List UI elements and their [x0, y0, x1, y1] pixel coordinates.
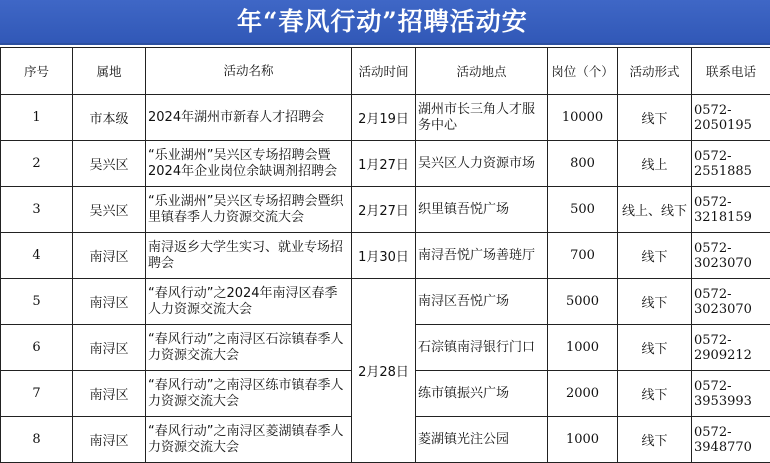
table-row — [1, 141, 770, 187]
cell-region: 南浔区 — [73, 325, 146, 371]
cell-positions: 1000 — [548, 325, 618, 371]
cell-region: 吴兴区 — [73, 187, 146, 233]
col-header-name: 活动名称 — [146, 48, 352, 95]
cell-no: 8 — [1, 417, 73, 463]
cell-phone: 0572-3953993 — [692, 371, 770, 417]
cell-region: 南浔区 — [73, 371, 146, 417]
cell-no: 2 — [1, 141, 73, 187]
cell-positions: 10000 — [548, 95, 618, 141]
cell-no: 6 — [1, 325, 73, 371]
cell-positions: 800 — [548, 141, 618, 187]
cell-positions: 1000 — [548, 417, 618, 463]
cell-no: 5 — [1, 279, 73, 325]
cell-phone: 0572-2909212 — [692, 325, 770, 371]
cell-name: “春风行动”之2024年南浔区春季人力资源交流大会 — [146, 279, 352, 325]
title-banner — [0, 0, 770, 45]
cell-positions: 700 — [548, 233, 618, 279]
page-title: 年“春风行动”招聘活动安 — [237, 4, 528, 40]
cell-format: 线上 — [618, 141, 692, 187]
cell-phone: 0572-2050195 — [692, 95, 770, 141]
cell-format: 线下 — [618, 233, 692, 279]
events-table — [0, 47, 770, 463]
cell-location: 织里镇吾悦广场 — [416, 187, 548, 233]
cell-date-merged: 2月28日 — [352, 279, 416, 463]
cell-region: 南浔区 — [73, 279, 146, 325]
cell-phone: 0572-3023070 — [692, 233, 770, 279]
cell-format: 线下 — [618, 417, 692, 463]
cell-format: 线下 — [618, 95, 692, 141]
table-row — [1, 187, 770, 233]
table-row — [1, 95, 770, 141]
cell-phone: 0572-2551885 — [692, 141, 770, 187]
cell-date: 1月30日 — [352, 233, 416, 279]
cell-name: 2024年湖州市新春人才招聘会 — [146, 95, 352, 141]
cell-name: 南浔返乡大学生实习、就业专场招聘会 — [146, 233, 352, 279]
cell-region: 吴兴区 — [73, 141, 146, 187]
cell-location: 南浔吾悦广场善琏厅 — [416, 233, 548, 279]
cell-region: 南浔区 — [73, 233, 146, 279]
cell-location: 南浔区吾悦广场 — [416, 279, 548, 325]
cell-location: 菱湖镇光注公园 — [416, 417, 548, 463]
cell-location: 练市镇振兴广场 — [416, 371, 548, 417]
cell-location: 湖州市长三角人才服务中心 — [416, 95, 548, 141]
cell-positions: 2000 — [548, 371, 618, 417]
cell-location: 石淙镇南浔银行门口 — [416, 325, 548, 371]
col-header-no: 序号 — [1, 48, 73, 95]
cell-no: 4 — [1, 233, 73, 279]
cell-positions: 500 — [548, 187, 618, 233]
table-header-row — [1, 48, 770, 95]
cell-no: 3 — [1, 187, 73, 233]
cell-date: 2月19日 — [352, 95, 416, 141]
cell-phone: 0572-3218159 — [692, 187, 770, 233]
cell-region: 市本级 — [73, 95, 146, 141]
cell-location: 吴兴区人力资源市场 — [416, 141, 548, 187]
col-header-location: 活动地点 — [416, 48, 548, 95]
cell-format: 线下 — [618, 371, 692, 417]
cell-name: “春风行动”之南浔区练市镇春季人力资源交流大会 — [146, 371, 352, 417]
table-row — [1, 233, 770, 279]
cell-phone: 0572-3023070 — [692, 279, 770, 325]
cell-name: “乐业湖州”吴兴区专场招聘会暨2024年企业岗位余缺调剂招聘会 — [146, 141, 352, 187]
table-row — [1, 279, 770, 325]
cell-positions: 5000 — [548, 279, 618, 325]
cell-date: 2月27日 — [352, 187, 416, 233]
cell-no: 1 — [1, 95, 73, 141]
col-header-phone: 联系电话 — [692, 48, 770, 95]
cell-format: 线下 — [618, 325, 692, 371]
cell-name: “春风行动”之南浔区石淙镇春季人力资源交流大会 — [146, 325, 352, 371]
cell-format: 线上、线下 — [618, 187, 692, 233]
cell-region: 南浔区 — [73, 417, 146, 463]
cell-name: “春风行动”之南浔区菱湖镇春季人力资源交流大会 — [146, 417, 352, 463]
cell-format: 线下 — [618, 279, 692, 325]
col-header-region: 属地 — [73, 48, 146, 95]
cell-date: 1月27日 — [352, 141, 416, 187]
cell-phone: 0572-3948770 — [692, 417, 770, 463]
cell-name: “乐业湖州”吴兴区专场招聘会暨织里镇春季人力资源交流大会 — [146, 187, 352, 233]
cell-no: 7 — [1, 371, 73, 417]
col-header-date: 活动时间 — [352, 48, 416, 95]
col-header-positions: 岗位（个） — [548, 48, 618, 95]
col-header-format: 活动形式 — [618, 48, 692, 95]
